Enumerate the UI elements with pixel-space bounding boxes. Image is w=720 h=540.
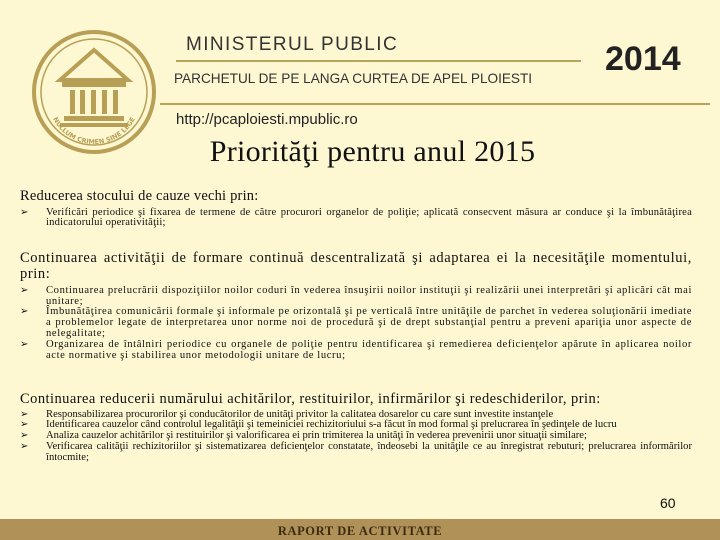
header-divider [176, 60, 581, 62]
url-divider [160, 103, 710, 105]
arrow-bullet-icon: ➢ [20, 338, 29, 350]
section-heading: Reducerea stocului de cauze vechi prin: [20, 188, 259, 204]
list-item: ➢ Verificări periodice şi fixarea de termene de către procurori organelor de poliţie; aplicată consecvent măsura ar conduce şi la îmbunătăţirea indicatorului operativităţii; [20, 206, 692, 229]
arrow-bullet-icon: ➢ [20, 284, 29, 296]
arrow-bullet-icon: ➢ [20, 419, 29, 431]
page-title: Priorităţi pentru anul 2015 [209, 135, 536, 168]
list-item: ➢ Verificarea calităţii rechizitoriilor şi sistematizarea deficienţelor constatate, îndeosebi la unităţile ce au înregistrat rebuturi; prelucrarea informărilor întocmite; [20, 440, 692, 463]
arrow-bullet-icon: ➢ [20, 430, 29, 442]
website-url: http://pcaploiesti.mpublic.ro [176, 111, 358, 128]
section-acquittals [20, 392, 692, 463]
section-heading: Continuarea activităţii de formare continuă descentralizată şi adaptarea ei la necesităţile momentului, prin: [20, 250, 692, 282]
arrow-bullet-icon: ➢ [20, 408, 29, 420]
section-heading: Continuarea reducerii numărului achitărilor, restituirilor, infirmărilor şi redeschiderilor, prin: [20, 391, 601, 407]
ministry-name: MINISTERUL PUBLIC [186, 34, 399, 55]
list-item: ➢ Continuarea prelucrării dispoziţiilor noilor coduri în vederea însuşirii noilor instituţii şi realizării unei interpretări şi aplicări cât mai unitare; [20, 284, 692, 307]
footer-title: RAPORT DE ACTIVITATE [277, 524, 443, 538]
section-stock-reduction [20, 189, 692, 229]
list-item: ➢ Identificarea cauzelor când controlul legalităţii şi temeiniciei rechizitoriului s-a făcut în mod formal şi prelucrarea în şedinţele de lucru [20, 419, 617, 431]
parchet-name: PARCHETUL DE PE LANGA CURTEA DE APEL PLOIESTI [174, 71, 533, 86]
list-item: ➢ Organizarea de întâlniri periodice cu organele de poliţie pentru identificarea şi remedierea deficienţelor apărute în aplicarea noilor acte normative şi stabilirea unor metodologii unitare de lucru; [20, 338, 692, 361]
footer-bar [0, 519, 720, 540]
report-year: 2014 [605, 40, 681, 78]
arrow-bullet-icon: ➢ [20, 306, 29, 318]
logo-motto: NULLUM CRIMEN SINE LEGE [51, 115, 137, 147]
list-item: ➢ Îmbunătăţirea comunicării formale şi informale pe orizontală şi pe verticală între unităţile de parchet în vederea soluţionării imediate a problemelor legate de interpretarea unor norme noi de procedură şi de drept substanţial pentru a preveni apariţia unor aspecte de nelegalitate; [20, 306, 692, 340]
section-training [20, 251, 692, 361]
list-item: ➢ Responsabilizarea procurorilor şi conducătorilor de unităţi privitor la calitatea dosarelor cu care sunt investite instanţele [20, 408, 554, 420]
arrow-bullet-icon: ➢ [20, 440, 29, 452]
arrow-bullet-icon: ➢ [20, 206, 29, 218]
list-item: ➢ Analiza cauzelor achitărilor şi restituirilor şi valorificarea ei prin trimiterea la unităţi în vederea prevenirii unor situaţii similare; [20, 430, 587, 442]
page-number: 60 [660, 495, 676, 511]
